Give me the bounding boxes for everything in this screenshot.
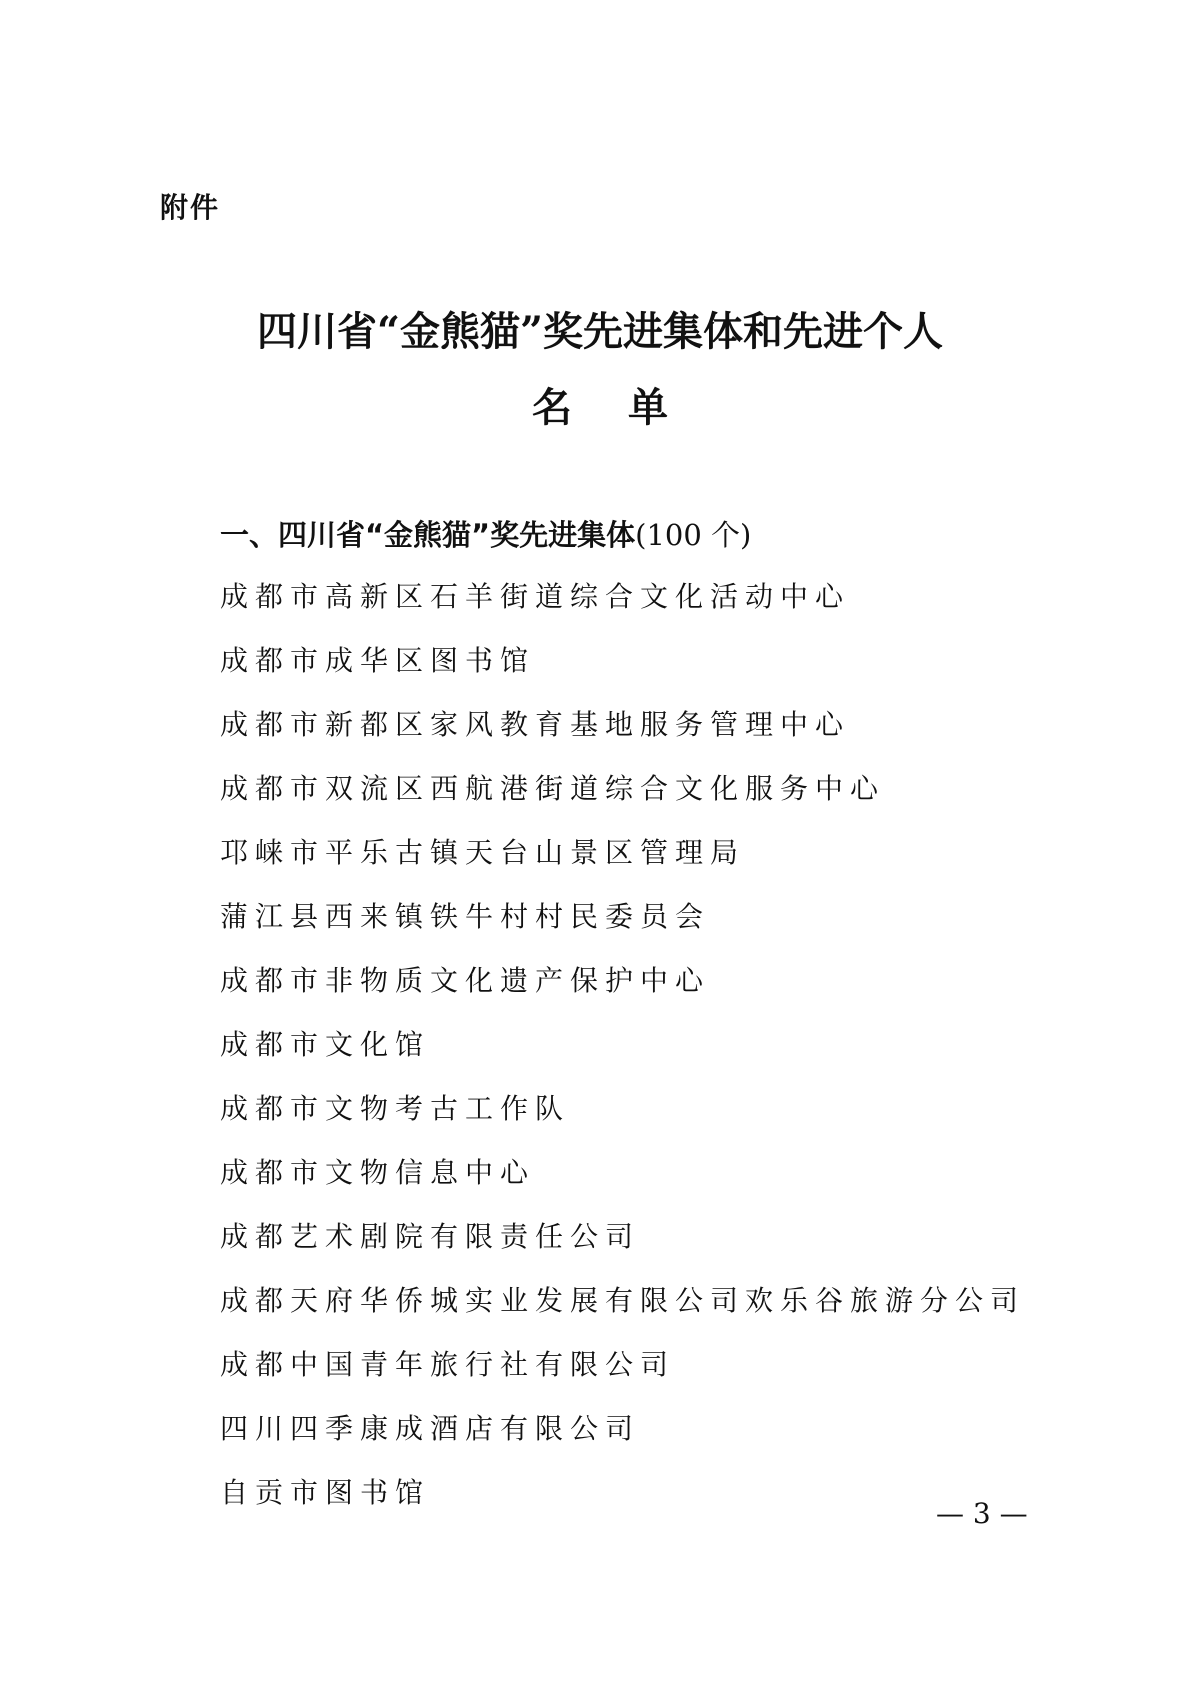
- attachment-label: 附件: [160, 191, 221, 224]
- list-item: 自贡市图书馆: [220, 1476, 431, 1509]
- document-title: 四川省“金熊猫”奖先进集体和先进个人: [256, 308, 943, 355]
- list-item: 成都艺术剧院有限责任公司: [220, 1220, 641, 1253]
- list-item: 邛崃市平乐古镇天台山景区管理局: [220, 836, 746, 869]
- list-item: 成都市文化馆: [220, 1028, 431, 1061]
- section-heading-text: 一、四川省“金熊猫”奖先进集体: [220, 518, 636, 552]
- entry-list: [220, 576, 1025, 1536]
- list-item: 成都市成华区图书馆: [220, 644, 536, 677]
- list-item: 成都市文物考古工作队: [220, 1092, 571, 1125]
- list-item: 蒲江县西来镇铁牛村村民委员会: [220, 900, 711, 933]
- list-item: 成都天府华侨城实业发展有限公司欢乐谷旅游分公司: [220, 1284, 1026, 1317]
- list-item: 成都市双流区西航港街道综合文化服务中心: [220, 772, 886, 805]
- page-number: — 3 —: [936, 1497, 1028, 1530]
- list-item: 成都市文物信息中心: [220, 1156, 536, 1189]
- list-item: 四川四季康成酒店有限公司: [220, 1412, 641, 1445]
- list-item: 成都中国青年旅行社有限公司: [220, 1348, 676, 1381]
- list-item: 成都市新都区家风教育基地服务管理中心: [220, 708, 851, 741]
- document-title-subline: 名单: [532, 384, 724, 431]
- list-item: 成都市非物质文化遗产保护中心: [220, 964, 711, 997]
- list-item: 成都市高新区石羊街道综合文化活动中心: [220, 580, 851, 613]
- section-heading: [220, 514, 751, 556]
- section-count: (100 个): [635, 518, 752, 552]
